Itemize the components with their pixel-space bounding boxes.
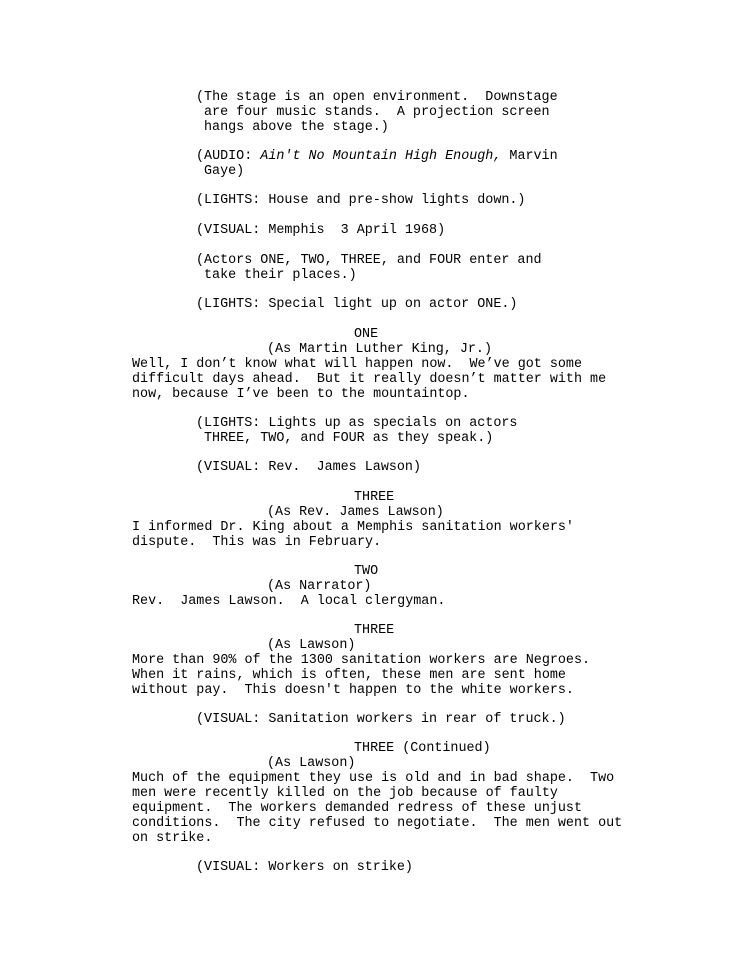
dialogue-line: conditions. The city refused to negotiate. The men went out xyxy=(132,816,623,831)
stage-direction-lights: THREE, TWO, and FOUR as they speak.) xyxy=(204,431,494,446)
dialogue-line: without pay. This doesn't happen to the white workers. xyxy=(132,683,574,698)
stage-direction-audio: Gaye) xyxy=(204,164,245,179)
dialogue-line: dispute. This was in February. xyxy=(132,535,382,550)
stage-direction-visual: (VISUAL: Workers on strike) xyxy=(196,860,413,875)
dialogue-line: now, because I’ve been to the mountaintop. xyxy=(132,387,470,402)
stage-direction-lights: (LIGHTS: Special light up on actor ONE.) xyxy=(196,297,518,312)
song-title: Ain't No Mountain High Enough, xyxy=(260,149,502,164)
parenthetical: (As Lawson) xyxy=(267,756,356,771)
character-name: ONE xyxy=(354,327,379,342)
dialogue-line: Well, I don’t know what will happen now. We’ve got some xyxy=(132,357,582,372)
parenthetical: (As Martin Luther King, Jr.) xyxy=(267,342,492,357)
parenthetical: (As Rev. James Lawson) xyxy=(267,505,444,520)
dialogue-line: equipment. The workers demanded redress of these unjust xyxy=(132,801,582,816)
stage-direction-setting: hangs above the stage.) xyxy=(204,120,389,135)
stage-direction-visual: (VISUAL: Sanitation workers in rear of truck.) xyxy=(196,712,566,727)
parenthetical: (As Lawson) xyxy=(267,638,356,653)
dialogue-line: Much of the equipment they use is old and in bad shape. Two xyxy=(132,771,615,786)
audio-artist: Marvin xyxy=(501,149,558,164)
dialogue-line: difficult days ahead. But it really doesn’t matter with me xyxy=(132,372,607,387)
audio-prefix: (AUDIO: xyxy=(196,149,261,164)
stage-direction-actors: (Actors ONE, TWO, THREE, and FOUR enter and xyxy=(196,253,542,268)
stage-direction-lights: (LIGHTS: Lights up as specials on actors xyxy=(196,416,518,431)
character-name: TWO xyxy=(354,564,379,579)
dialogue-line: Rev. James Lawson. A local clergyman. xyxy=(132,594,446,609)
stage-direction-actors: take their places.) xyxy=(204,268,357,283)
stage-direction-audio xyxy=(196,150,558,165)
stage-direction-visual: (VISUAL: Memphis 3 April 1968) xyxy=(196,223,446,238)
dialogue-line: on strike. xyxy=(132,831,213,846)
dialogue-line: men were recently killed on the job because of faulty xyxy=(132,786,558,801)
character-name: THREE (Continued) xyxy=(354,741,491,756)
stage-direction-visual: (VISUAL: Rev. James Lawson) xyxy=(196,460,421,475)
character-name: THREE xyxy=(354,623,395,638)
dialogue-line: More than 90% of the 1300 sanitation workers are Negroes. xyxy=(132,653,591,668)
character-name: THREE xyxy=(354,490,395,505)
parenthetical: (As Narrator) xyxy=(267,579,372,594)
dialogue-line: When it rains, which is often, these men are sent home xyxy=(132,668,566,683)
stage-direction-setting: (The stage is an open environment. Downstage xyxy=(196,90,558,105)
dialogue-line: I informed Dr. King about a Memphis sanitation workers' xyxy=(132,520,574,535)
stage-direction-lights: (LIGHTS: House and pre-show lights down.) xyxy=(196,193,526,208)
stage-direction-setting: are four music stands. A projection screen xyxy=(204,105,550,120)
